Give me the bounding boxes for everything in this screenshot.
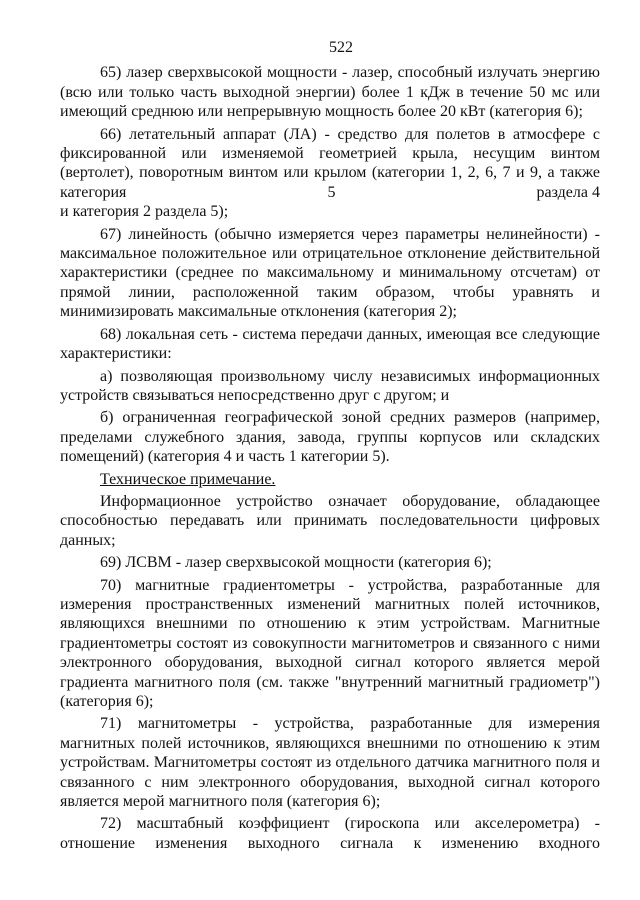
page-number: 522 <box>329 39 353 56</box>
paragraph-66-line-3: (вертолет), поворотным винтом или крылом (категории 1, 2, 6, 7 и 9, а также <box>60 164 600 182</box>
paragraph-72 <box>60 814 600 853</box>
paragraph-66 <box>60 125 600 222</box>
paragraph-66-line-2: фиксированной или изменяемой геометрией крыла, несущим винтом <box>60 145 600 163</box>
paragraph-68-b: б) ограниченная географической зоной средних размеров (например, пределами служебного здания, завода, группы корпусов или складских помещений) (категория 4 и часть 1 категории 5). <box>60 409 600 466</box>
paragraph-70: 70) магнитные градиентометры - устройства, разработанные для измерения пространственных изменений магнитных полей источников, являющихся внешними по отношению к этим устройствам. Магнитные градиентометры состоят из совокупности магнитометров и связанного с ними электронного оборудования, выходной сигнал которого является мерой градиента магнитного поля (см. также "внутренний магнитный градиометр") (категория 6); <box>60 576 600 710</box>
paragraph-68: 68) локальная сеть - система передачи данных, имеющая все следующие характеристики: <box>60 325 600 363</box>
paragraph-71: 71) магнитометры - устройства, разработанные для измерения магнитных полей источников, являющихся внешними по отношению к этим устройствам. Магнитометры состоят из отдельного датчика магнитного поля и связанного с ним электронного оборудования, выходной сигнал которого является мерой магнитного поля (категория 6); <box>60 715 600 811</box>
paragraph-65: 65) лазер сверхвысокой мощности - лазер, способный излучать энергию (всю или только часть выходной энергии) более 1 кДж в течение 50 мс или имеющий среднюю или непрерывную мощность более 20 кВт (категория 6); <box>60 64 600 121</box>
paragraph-66-line-1: 66) летательный аппарат (ЛА) - средство для полетов в атмосфере с <box>100 125 600 143</box>
technical-note-text: Информационное устройство означает оборудование, обладающее способностью передавать или принимать последовательности цифровых данных; <box>60 492 600 549</box>
technical-note-heading <box>60 470 600 489</box>
technical-note-heading-text: Техническое примечание. <box>100 470 276 488</box>
paragraph-66-line-4 <box>60 183 600 202</box>
paragraph-66-number-5: 5 <box>327 183 336 201</box>
paragraph-72-line-1: 72) масштабный коэффициент (гироскопа или акселерометра) - <box>100 815 600 833</box>
paragraph-68-a: а) позволяющая произвольному числу независимых информационных устройств связываться непосредственно друг с другом; и <box>60 367 600 404</box>
paragraph-69: 69) ЛСВМ - лазер сверхвысокой мощности (категория 6); <box>100 554 492 572</box>
paragraph-66-line-5: и категория 2 раздела 5); <box>60 203 229 221</box>
paragraph-67: 67) линейность (обычно измеряется через параметры нелинейности) - максимальное положительное или отрицательное отклонение действительной характеристики (среднее по максимальному и минимальному отсчетам) от прямой линии, расположенной таким образом, чтобы уравнять и минимизировать максимальные отклонения (категория 2); <box>60 225 600 321</box>
paragraph-66-word-category: категория <box>60 183 127 201</box>
paragraph-66-section-4: раздела 4 <box>536 183 600 201</box>
paragraph-72-line-2: отношение изменения выходного сигнала к изменению входного <box>60 834 600 852</box>
